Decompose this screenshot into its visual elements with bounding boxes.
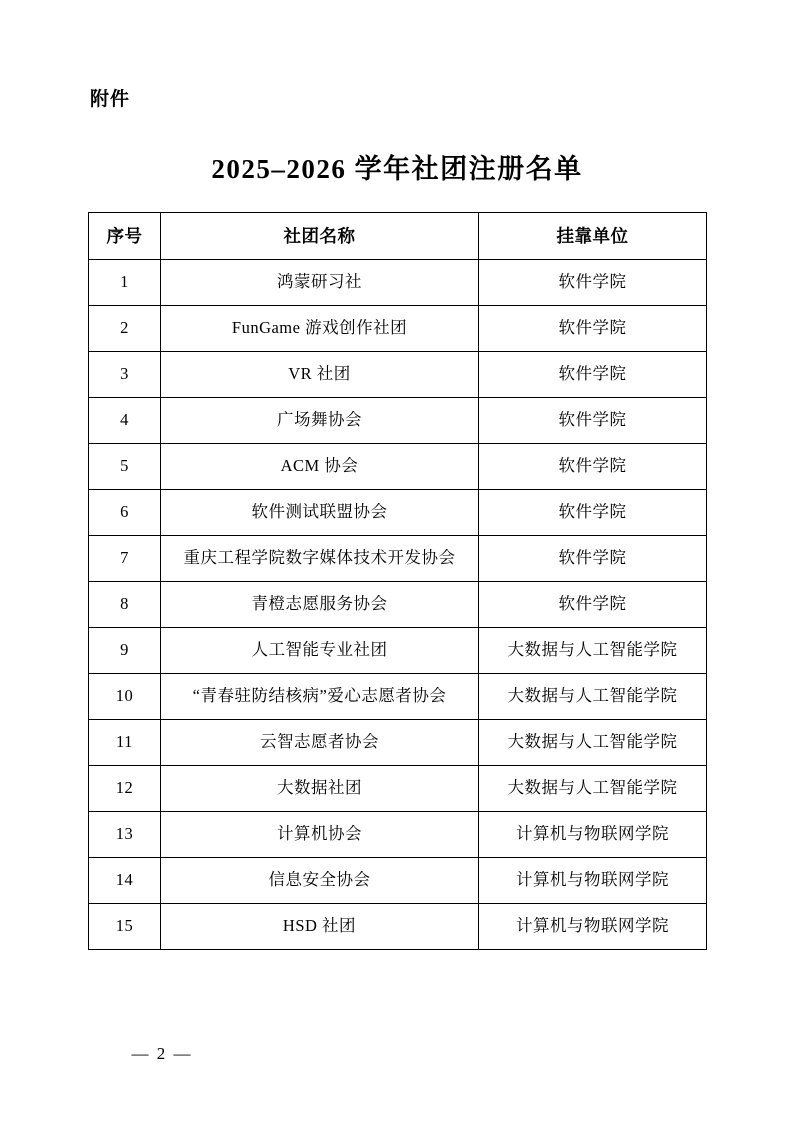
table-row — [89, 444, 707, 490]
cell-no: 10 — [89, 674, 161, 720]
club-name-text: 广场舞协会 — [277, 410, 362, 430]
cell-department: 软件学院 — [479, 536, 707, 582]
cell-department: 软件学院 — [479, 444, 707, 490]
cell-department: 大数据与人工智能学院 — [479, 628, 707, 674]
cell-no: 2 — [89, 306, 161, 352]
page-title: 2025–2026 学年社团注册名单 — [211, 154, 583, 184]
cell-department: 软件学院 — [479, 306, 707, 352]
cell-department: 计算机与物联网学院 — [479, 904, 707, 950]
table-row — [89, 628, 707, 674]
cell-no: 14 — [89, 858, 161, 904]
cell-department: 计算机与物联网学院 — [479, 858, 707, 904]
cell-club-name — [161, 582, 479, 628]
cell-club-name — [161, 306, 479, 352]
table-row — [89, 536, 707, 582]
cell-department: 软件学院 — [479, 490, 707, 536]
club-name-text: 人工智能专业社团 — [251, 640, 388, 660]
table-header-row — [89, 213, 707, 260]
cell-no: 7 — [89, 536, 161, 582]
cell-club-name — [161, 904, 479, 950]
cell-no: 8 — [89, 582, 161, 628]
table-row — [89, 766, 707, 812]
cell-no: 9 — [89, 628, 161, 674]
club-name-text: HSD 社团 — [282, 916, 357, 936]
cell-club-name — [161, 352, 479, 398]
cell-club-name — [161, 674, 479, 720]
table-row — [89, 398, 707, 444]
cell-no: 3 — [89, 352, 161, 398]
cell-department: 大数据与人工智能学院 — [479, 766, 707, 812]
cell-department: 计算机与物联网学院 — [479, 812, 707, 858]
cell-no: 6 — [89, 490, 161, 536]
table-row — [89, 674, 707, 720]
cell-department: 软件学院 — [479, 582, 707, 628]
cell-club-name — [161, 628, 479, 674]
cell-department: 大数据与人工智能学院 — [479, 674, 707, 720]
club-name-text: “青春驻防结核病”爱心志愿者协会 — [192, 686, 447, 706]
attachment-label: 附件 — [90, 89, 131, 110]
table-row — [89, 260, 707, 306]
cell-no: 1 — [89, 260, 161, 306]
cell-club-name — [161, 766, 479, 812]
cell-no: 4 — [89, 398, 161, 444]
cell-department: 软件学院 — [479, 260, 707, 306]
table-row — [89, 858, 707, 904]
cell-club-name — [161, 720, 479, 766]
table-row — [89, 904, 707, 950]
cell-no: 5 — [89, 444, 161, 490]
club-name-text: VR 社团 — [288, 364, 351, 384]
column-header-dept: 挂靠单位 — [479, 213, 707, 260]
cell-no: 13 — [89, 812, 161, 858]
cell-club-name — [161, 444, 479, 490]
table-row — [89, 306, 707, 352]
cell-no: 12 — [89, 766, 161, 812]
cell-club-name — [161, 490, 479, 536]
table-row — [89, 490, 707, 536]
table-row — [89, 582, 707, 628]
cell-club-name — [161, 536, 479, 582]
cell-no: 15 — [89, 904, 161, 950]
table-row — [89, 720, 707, 766]
cell-department: 大数据与人工智能学院 — [479, 720, 707, 766]
club-name-text: 计算机协会 — [277, 824, 362, 844]
club-name-text: FunGame 游戏创作社团 — [231, 318, 408, 338]
column-header-name: 社团名称 — [161, 213, 479, 260]
cell-club-name — [161, 812, 479, 858]
club-name-text: 软件测试联盟协会 — [251, 502, 388, 522]
club-name-text: 信息安全协会 — [268, 870, 371, 890]
table-row — [89, 812, 707, 858]
club-name-text: 鸿蒙研习社 — [277, 272, 362, 292]
club-name-text: ACM 协会 — [280, 456, 359, 476]
club-registration-table — [88, 212, 707, 950]
club-name-text: 重庆工程学院数字媒体技术开发协会 — [183, 548, 456, 568]
table-row — [89, 352, 707, 398]
club-name-text: 大数据社团 — [277, 778, 362, 798]
page-number: — 2 — — [131, 1044, 193, 1063]
cell-department: 软件学院 — [479, 352, 707, 398]
club-name-text: 云智志愿者协会 — [260, 732, 379, 752]
club-name-text: 青橙志愿服务协会 — [251, 594, 388, 614]
cell-club-name — [161, 398, 479, 444]
cell-club-name — [161, 260, 479, 306]
table-body — [89, 260, 707, 950]
cell-club-name — [161, 858, 479, 904]
column-header-no: 序号 — [89, 213, 161, 260]
cell-no: 11 — [89, 720, 161, 766]
cell-department: 软件学院 — [479, 398, 707, 444]
